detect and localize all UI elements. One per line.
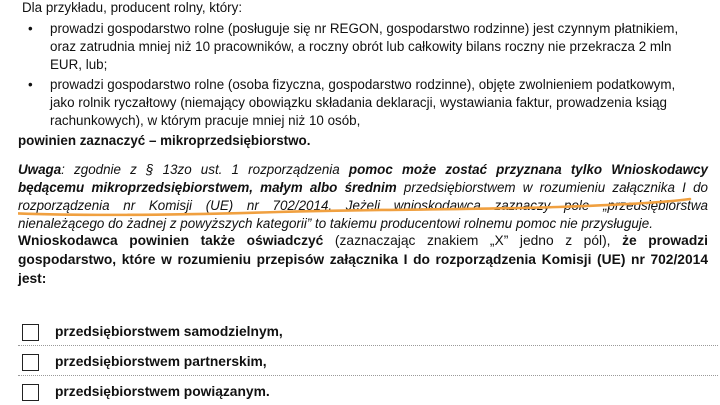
option-row-samodzielne[interactable] bbox=[22, 322, 283, 342]
note-line: nienależącego do żadnej z powyższych kategorii” to takiemu producentowi rolnemu pomoc nie przysługuje. bbox=[18, 216, 653, 231]
bullet-marker: • bbox=[28, 21, 33, 36]
bullet-line: oraz zatrudnia mniej niż 10 pracowników, a roczny obrót lub całkowity bilans roczny nie przekracza 2 mln bbox=[50, 39, 672, 54]
bullet-line: rachunkowych), w którym pracuje mniej niż 10 osób, bbox=[50, 113, 361, 128]
option-label: przedsiębiorstwem powiązanym. bbox=[55, 384, 270, 399]
bullet-marker: • bbox=[28, 77, 33, 92]
option-row-partnerskie[interactable] bbox=[22, 352, 267, 372]
dotted-divider bbox=[18, 345, 718, 346]
intro-text: Dla przykładu, producent rolny, który: bbox=[22, 0, 243, 15]
declaration-line: jest: bbox=[18, 271, 47, 286]
bullet-item bbox=[18, 76, 708, 130]
bullet-line: prowadzi gospodarstwo rolne (osoba fizyczna, gospodarstwo rodzinne), objęte zwolnieniem podatkowym, bbox=[50, 77, 676, 92]
checkbox-samodzielne[interactable] bbox=[22, 324, 39, 341]
highlight-underline bbox=[18, 190, 708, 220]
note-line: rozporządzenia nr Komisji (UE) nr 702/2014. Jeżeli wnioskodawca zaznaczy pole „przedsiębiorstwa bbox=[18, 198, 708, 213]
note-label: Uwaga bbox=[18, 162, 62, 177]
bullet-line: EUR, lub; bbox=[50, 57, 108, 72]
checkbox-powiazane[interactable] bbox=[22, 384, 39, 401]
option-label: przedsiębiorstwem partnerskim, bbox=[55, 354, 267, 369]
checkbox-partnerskie[interactable] bbox=[22, 354, 39, 371]
note-line: będącemu mikroprzedsiębiorstwem, małym albo średnim przedsiębiorstwem w rozumieniu załącznika I do bbox=[18, 180, 708, 195]
conclusion-text: powinien zaznaczyć – mikroprzedsiębiorstwo. bbox=[18, 133, 311, 148]
declaration-line: Wnioskodawca powinien także oświadczyć (zaznaczając znakiem „X” jedno z pól), że prowadzi bbox=[18, 233, 708, 248]
bullet-item bbox=[18, 20, 708, 74]
dotted-divider bbox=[18, 375, 718, 376]
option-row-powiazane[interactable] bbox=[22, 382, 270, 402]
option-label: przedsiębiorstwem samodzielnym, bbox=[55, 324, 283, 339]
bullet-line: jako rolnik ryczałtowy (niemający obowiązku składania deklaracji, wystawiania faktur, prowadzenia ksiąg bbox=[50, 95, 667, 110]
bullet-line: prowadzi gospodarstwo rolne (posługuje się nr REGON, gospodarstwo rodzinne) jest czynnym płatnikiem, bbox=[50, 21, 679, 36]
bullet-list bbox=[18, 20, 708, 130]
note-line: Uwaga: zgodnie z § 13zo ust. 1 rozporządzenia pomoc może zostać przyznana tylko Wnioskodawcy bbox=[18, 162, 708, 177]
declaration-paragraph bbox=[18, 231, 708, 288]
declaration-line: gospodarstwo, które w rozumieniu przepisów załącznika I do rozporządzenia Komisji (UE) nr 702/2014 bbox=[18, 252, 708, 267]
